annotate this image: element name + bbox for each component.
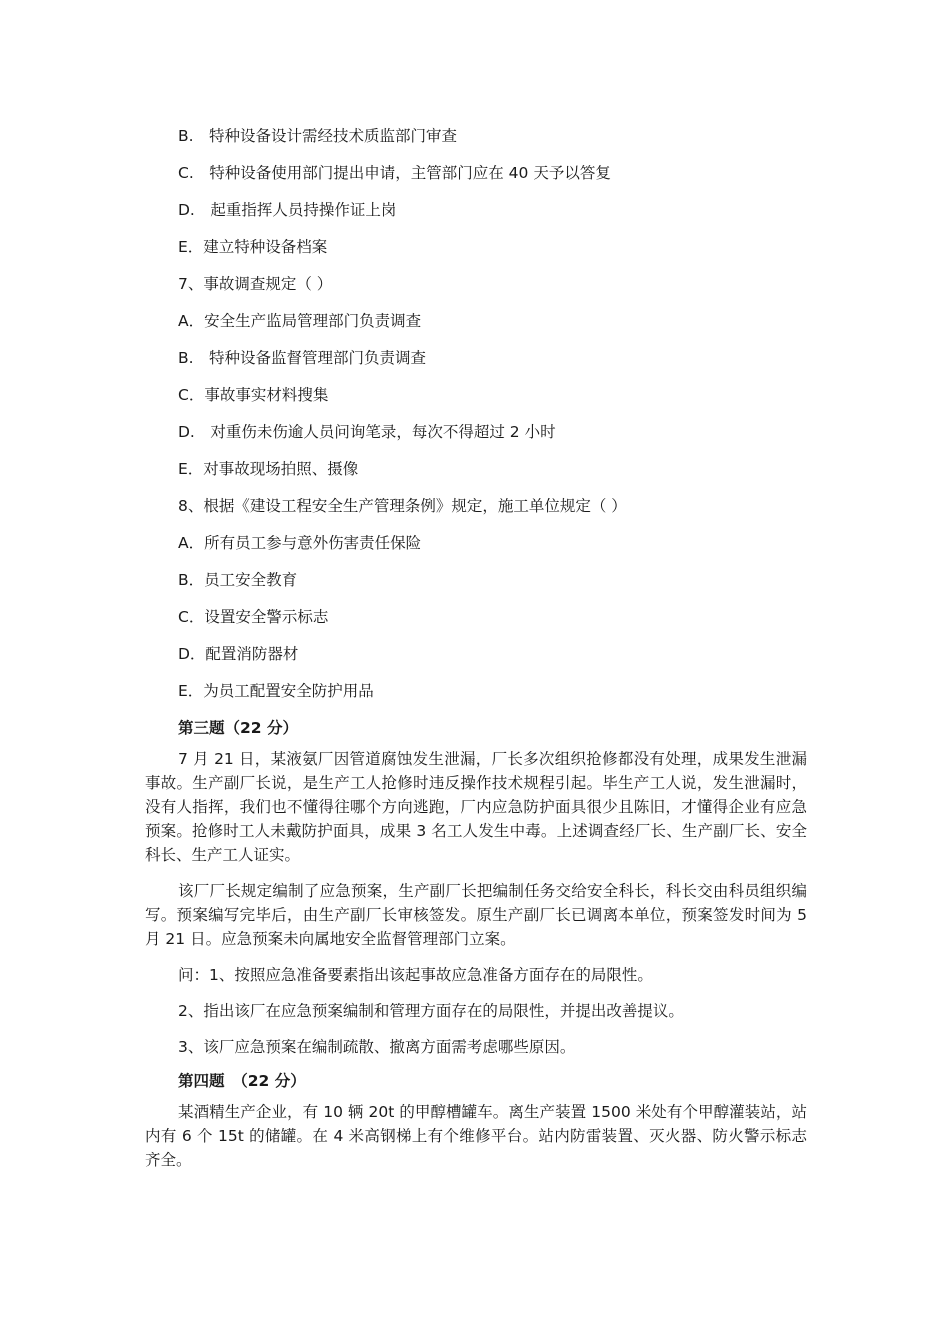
q6-option-b: B. 特种设备设计需经技术质监部门审查 (178, 127, 458, 145)
section3-question-3: 3、该厂应急预案在编制疏散、撤离方面需考虑哪些原因。 (178, 1038, 576, 1056)
q6-option-d: D. 起重指挥人员持操作证上岗 (178, 201, 397, 219)
section3-question-2: 2、指出该厂在应急预案编制和管理方面存在的局限性，并提出改善提议。 (178, 1002, 684, 1020)
section3-question-1: 问：1、按照应急准备要素指出该起事故应急准备方面存在的局限性。 (178, 966, 653, 984)
section4-paragraph-1: 某酒精生产企业，有 10 辆 20t 的甲醇槽罐车。离生产装置 1500 米处有个甲醇灌装站，站内有 6 个 15t 的储罐。在 4 米高钢梯上有个维修平台。站内防雷装置、灭火器、防火警示标志齐全。 (145, 1103, 807, 1169)
section4-title: 第四题 （22 分） (178, 1072, 306, 1090)
q7-option-a: A．安全生产监局管理部门负责调查 (178, 312, 422, 330)
section3-title: 第三题（22 分） (178, 719, 298, 737)
q8-option-a: A．所有员工参与意外伤害责任保险 (178, 534, 422, 552)
document-body (145, 123, 807, 1184)
q6-option-c: C. 特种设备使用部门提出申请，主管部门应在 40 天予以答复 (178, 164, 611, 182)
q7-option-e: E．对事故现场拍照、摄像 (178, 460, 359, 478)
q7-option-c: C．事故事实材料搜集 (178, 386, 329, 404)
q8-stem: 8、根据《建设工程安全生产管理条例》规定，施工单位规定（ ） (178, 497, 627, 515)
q6-option-e: E．建立特种设备档案 (178, 238, 328, 256)
q8-option-b: B．员工安全教育 (178, 571, 298, 589)
q7-option-d: D. 对重伤未伤逾人员问询笔录，每次不得超过 2 小时 (178, 423, 556, 441)
section3-paragraph-1: 7 月 21 日，某液氨厂因管道腐蚀发生泄漏，厂长多次组织抢修都没有处理，成果发生泄漏事故。生产副厂长说，是生产工人抢修时违反操作技术规程引起。毕生产工人说，发生泄漏时，没有人指挥，我们也不懂得往哪个方向逃跑，厂内应急防护面具很少且陈旧，才懂得企业有应急预案。抢修时工人未戴防护面具，成果 3 名工人发生中毒。上述调查经厂长、生产副厂长、安全科长、生产工人证实。 (145, 750, 807, 864)
section3-paragraph-2: 该厂厂长规定编制了应急预案，生产副厂长把编制任务交给安全科长，科长交由科员组织编写。预案编写完毕后，由生产副厂长审核签发。原生产副厂长已调离本单位，预案签发时间为 5 月 21 日。应急预案未向属地安全监督管理部门立案。 (145, 882, 807, 948)
q7-stem: 7、事故调查规定（ ） (178, 275, 333, 293)
q8-option-d: D．配置消防器材 (178, 645, 299, 663)
q8-option-c: C．设置安全警示标志 (178, 608, 329, 626)
q8-option-e: E．为员工配置安全防护用品 (178, 682, 374, 700)
q7-option-b: B. 特种设备监督管理部门负责调查 (178, 349, 427, 367)
